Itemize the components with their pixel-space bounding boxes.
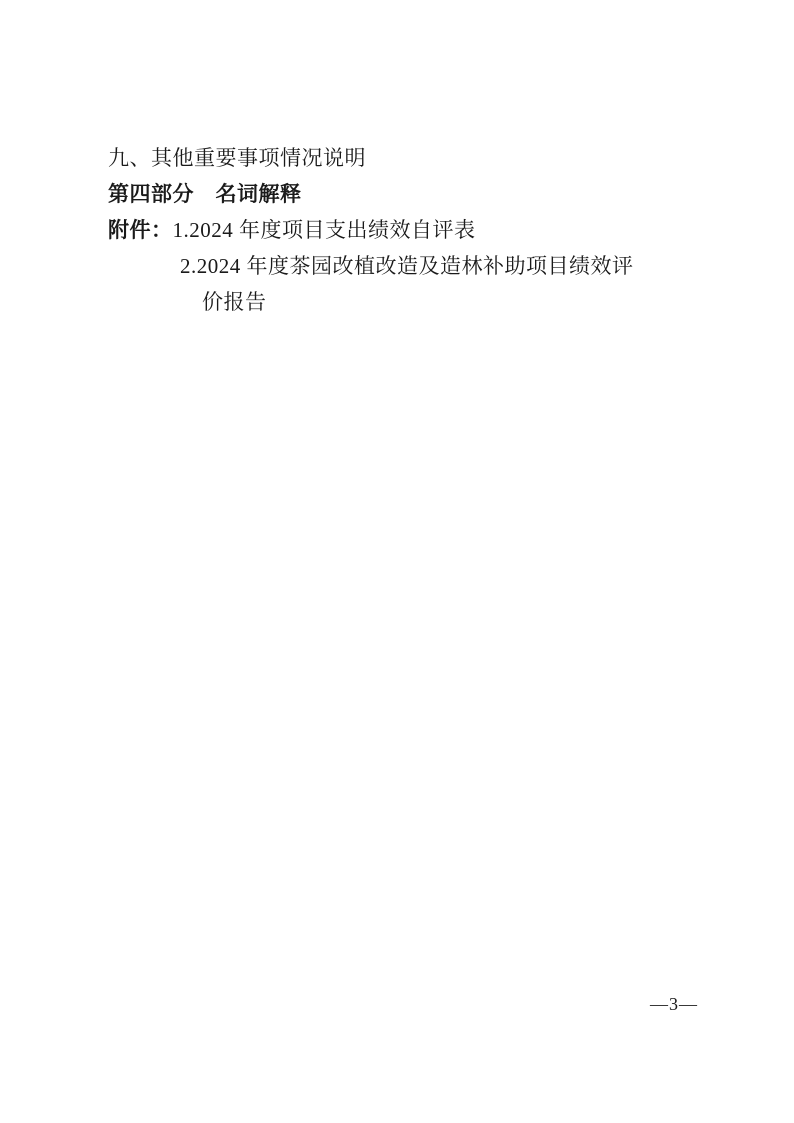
attachment-row-2-cont (108, 284, 694, 320)
page-number: —3— (650, 994, 698, 1014)
section-heading-nine: 九、其他重要事项情况说明 (108, 146, 366, 170)
part-four-heading: 第四部分 名词解释 (108, 182, 302, 206)
attachment-number-1: 1. (172, 218, 190, 242)
attachment-text-2: 2024 年度茶园改植改造及造林补助项目绩效评 (196, 254, 634, 278)
document-body (108, 140, 694, 320)
attachment-number-2: 2. (180, 254, 197, 278)
attachment-text-1: 2024 年度项目支出绩效自评表 (189, 218, 476, 242)
attachment-label: 附件： (108, 218, 173, 242)
attachment-text-2-continued: 价报告 (202, 290, 267, 314)
attachment-row-2 (108, 248, 694, 284)
attachment-row-1 (108, 212, 694, 248)
